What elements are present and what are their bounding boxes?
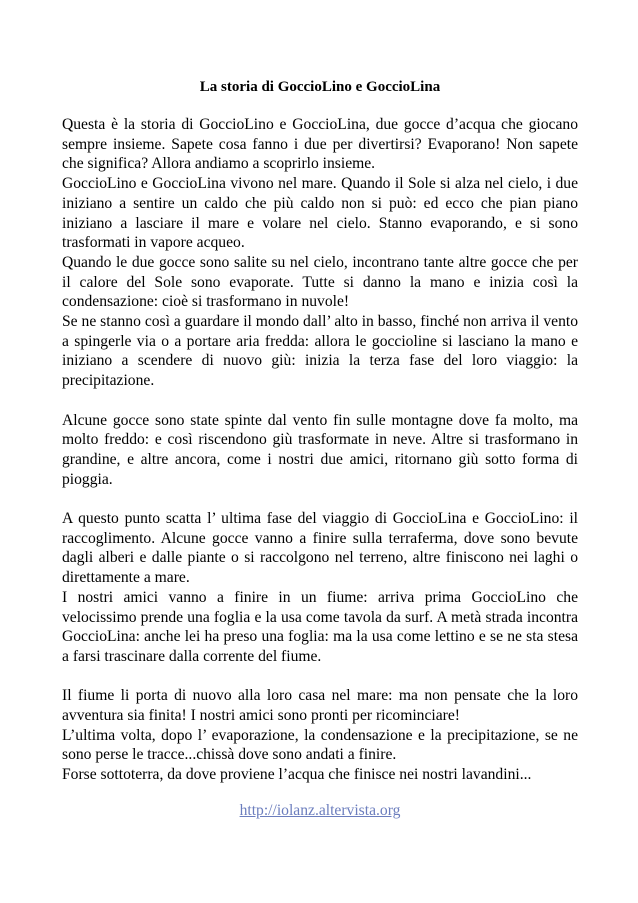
document-title: La storia di GoccioLino e GoccioLina <box>199 79 441 95</box>
paragraph-evaporation: GoccioLino e GoccioLina vivono nel mare. Quando il Sole si alza nel cielo, i due iniziano a sentire un caldo che più caldo non si può: ed ecco che pian piano iniziano a lasciare il mare e volare nel cielo. Stanno evaporando, e si sono trasformati in vapore acqueo. <box>62 175 578 252</box>
document-page <box>62 78 578 821</box>
paragraph-precipitation: Se ne stanno così a guardare il mondo dall’ alto in basso, finché non arriva il vento a spingerle via o a portare aria fredda: allora le goccioline si lasciano la mano e iniziano a scendere di nuovo giù: inizia la terza fase del loro viaggio: la precipitazione. <box>62 313 578 390</box>
paragraph-gap <box>62 391 578 411</box>
paragraph-last-time: L’ultima volta, dopo l’ evaporazione, la condensazione e la precipitazione, se ne sono perse le tracce...chissà dove sono andati a finire. <box>62 726 578 764</box>
footer <box>62 801 578 821</box>
paragraph-snow-rain: Alcune gocce sono state spinte dal vento fin sulle montagne dove fa molto, ma molto freddo: e così riscendono giù trasformate in neve. Altre si trasformano in grandine, e altre ancora, come i nostri due amici, ritornano giù sotto forma di pioggia. <box>62 411 578 488</box>
paragraph-intro: Questa è la storia di GoccioLino e GoccioLina, due gocce d’acqua che giocano sempre insieme. Sapete cosa fanno i due per divertirsi? Evaporano! Non sapete che significa? Allora andiamo a scoprirlo insieme. <box>62 116 578 173</box>
paragraph-gap <box>62 667 578 687</box>
paragraph-return-home: Il fiume li porta di nuovo alla loro casa nel mare: ma non pensate che la loro avventura sia finita! I nostri amici sono pronti per ricominciare! <box>62 687 578 725</box>
paragraph-condensation: Quando le due gocce sono salite su nel cielo, incontrano tante altre gocce che per il calore del Sole sono evaporate. Tutte si danno la mano e inizia così la condensazione: cioè si trasformano in nuvole! <box>62 253 578 311</box>
paragraph-underground: Forse sottoterra, da dove proviene l’acqua che finisce nei nostri lavandini... <box>62 766 532 784</box>
paragraph-collection: A questo punto scatta l’ ultima fase del viaggio di GoccioLina e GoccioLino: il raccoglimento. Alcune gocce vanno a finire sulla terraferma, dove sono bevute dagli alberi e dalle piante o si raccolgono nel terreno, altre finiscono nei laghi o direttamente a mare. <box>62 510 578 587</box>
paragraph-river: I nostri amici vanno a finire in un fiume: arriva prima GoccioLino che velocissimo prende una foglia e la usa come tavola da surf. A metà strada incontra GoccioLina: anche lei ha preso una foglia: ma la usa come lettino e se ne sta stesa a farsi trascinare dalla corrente del fiume. <box>62 588 578 665</box>
paragraph-gap <box>62 489 578 509</box>
footer-link[interactable]: http://iolanz.altervista.org <box>239 801 401 819</box>
